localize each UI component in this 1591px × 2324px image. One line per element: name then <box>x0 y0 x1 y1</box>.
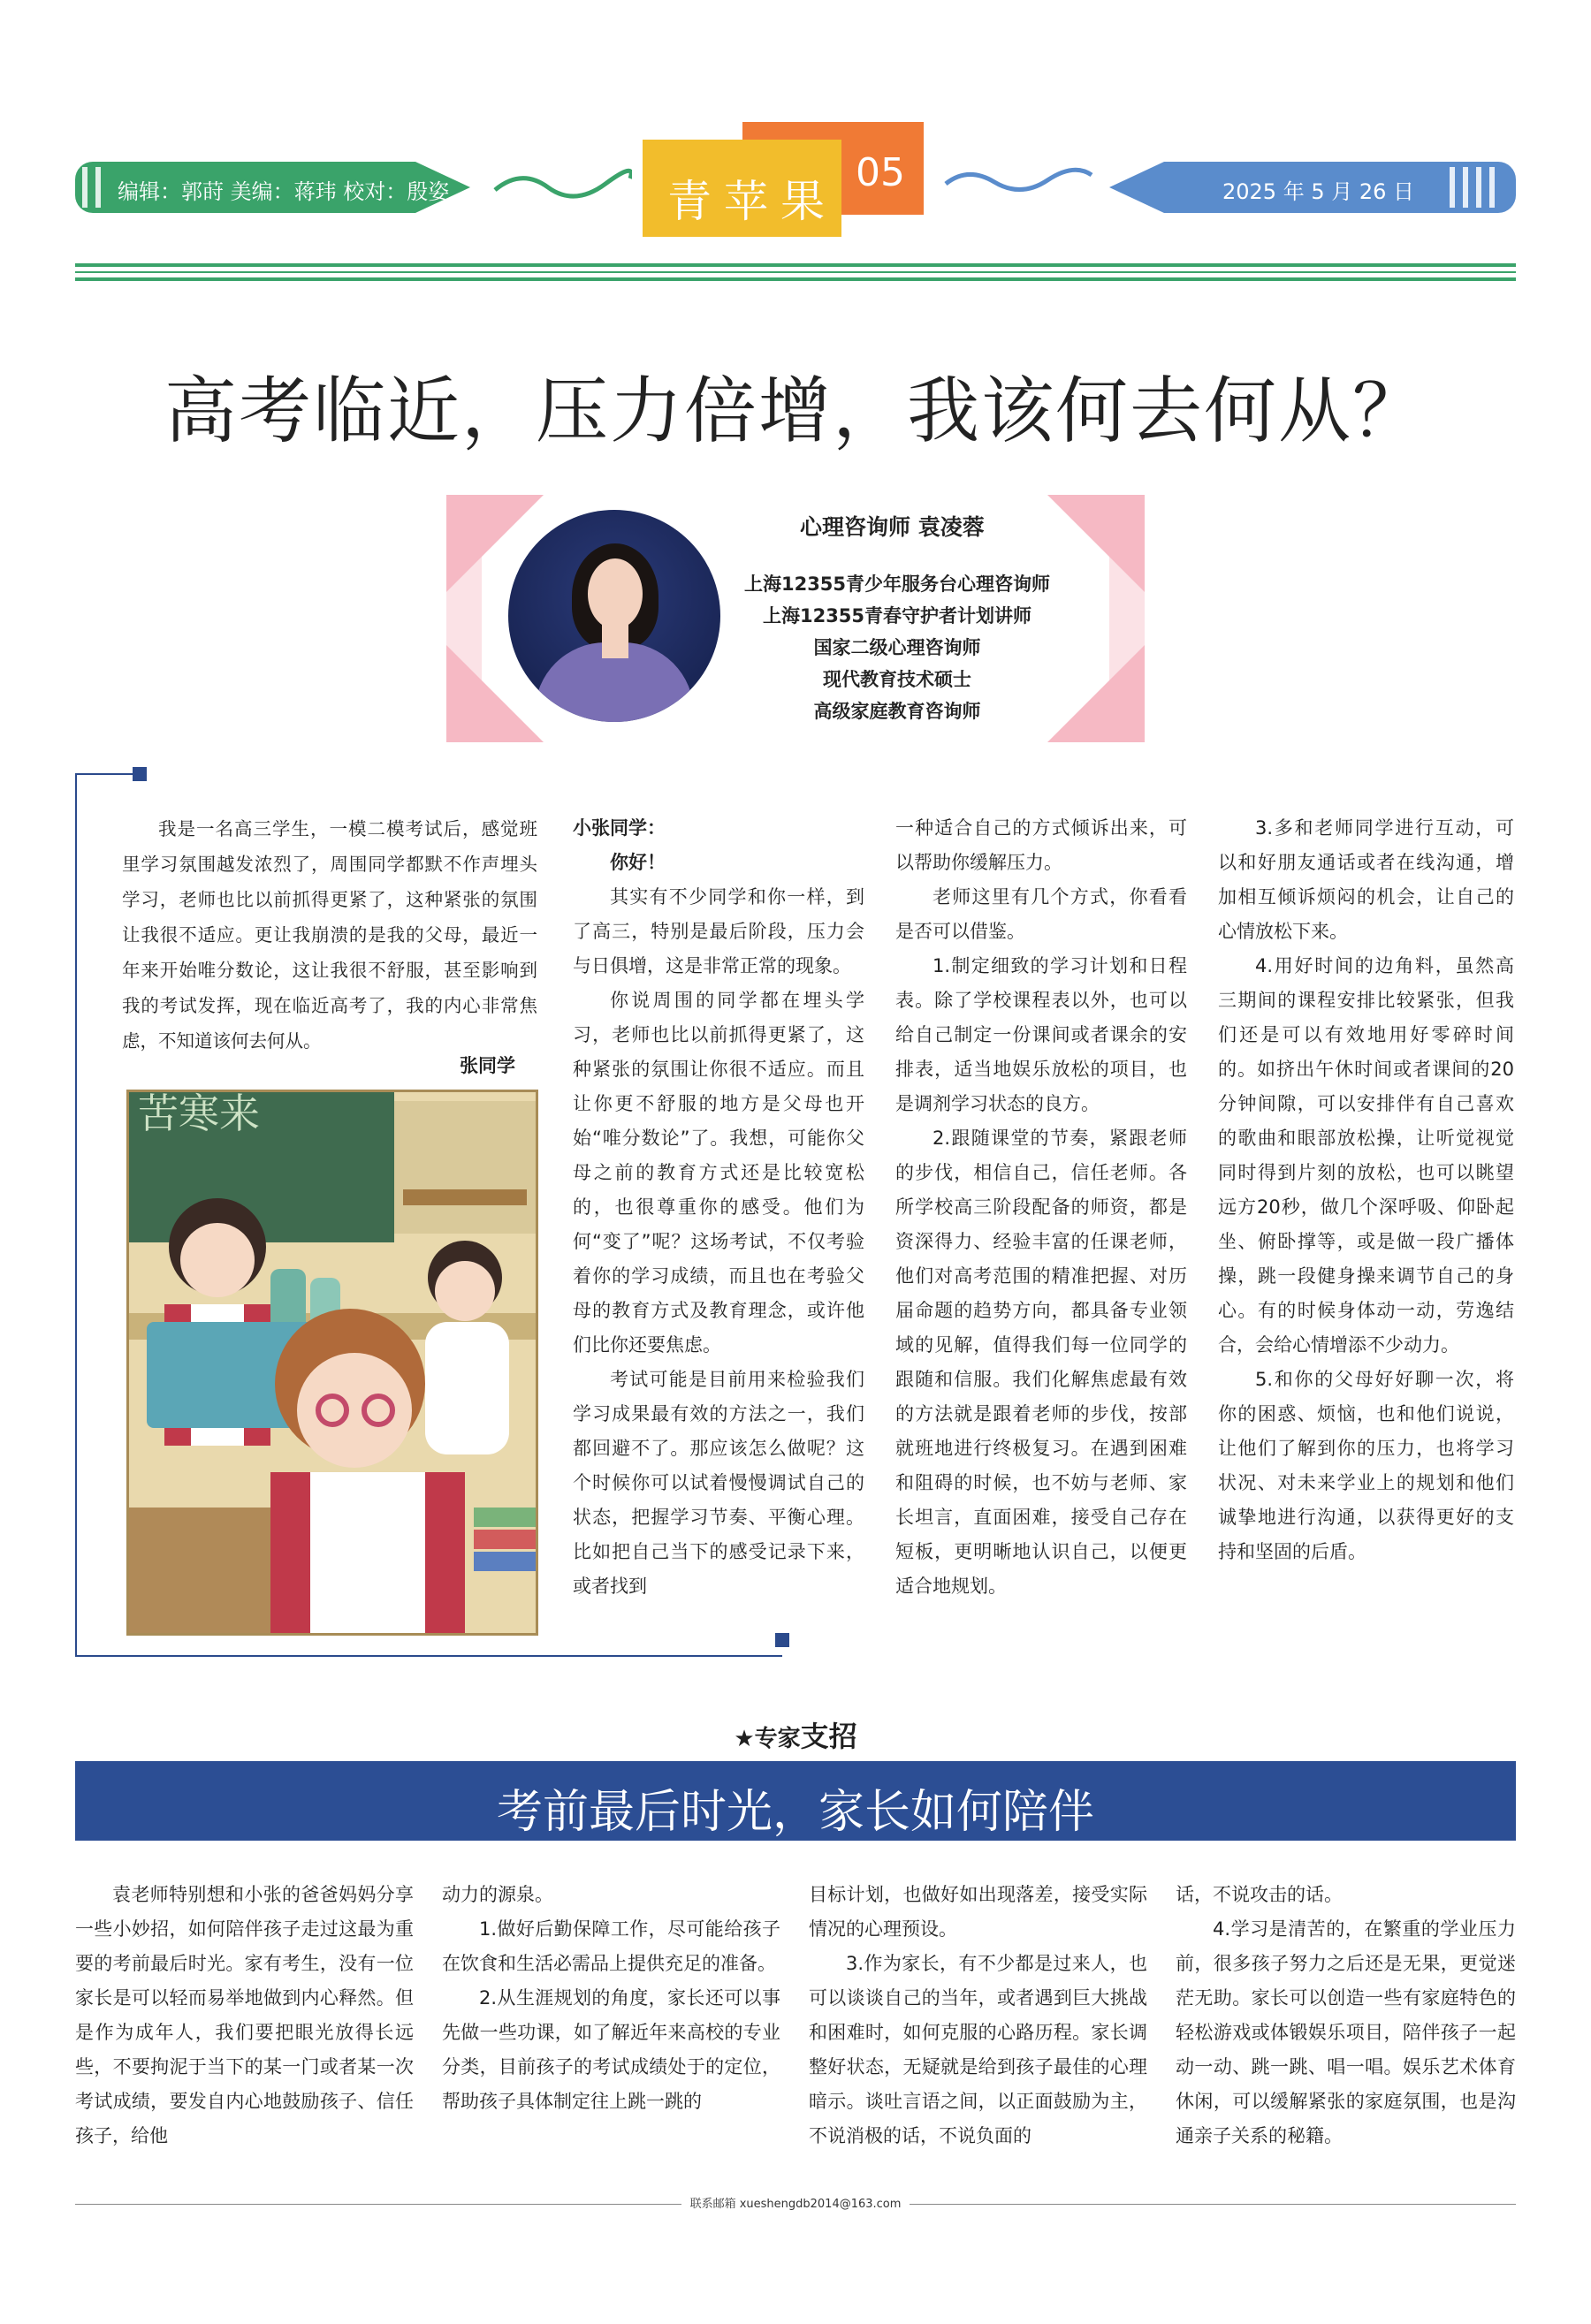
frame-line <box>75 773 141 775</box>
credits-pen-banner <box>75 162 470 213</box>
contact-email[interactable]: 联系邮箱 xueshengdb2014@163.com <box>681 2198 910 2211</box>
student-letter: 我是一名高三学生，一模二模考试后，感觉班里学习氛围越发浓烈了，周围同学都默不作声埋头学习，老师也比以前抓得更紧了，这种紧张的氛围让我很不适应。更让我崩溃的是我的父母，最近一年来开始唯分数论，这让我很不舒服，甚至影响到我的考试发挥，现在临近高考了，我的内心非常焦虑，不知道该何去何从。 <box>122 818 537 1052</box>
expert-column-4 <box>1176 1878 1516 2153</box>
section-name: 青苹果 <box>667 176 837 227</box>
expert-paragraph: 目标计划，也做好如出现落差，接受实际情况的心理预设。 <box>809 1884 1147 1940</box>
expert-paragraph: 1.做好后勤保障工作，尽可能给孩子在饮食和生活必需品上提供充足的准备。 <box>442 1918 780 1974</box>
reply-paragraph: 其实有不少同学和你一样，到了高三，特别是最后阶段，压力会与日俱增，这是非常正常的现象。 <box>573 886 864 976</box>
frame-marker <box>775 1633 789 1647</box>
frame-line <box>75 773 77 1657</box>
header-rule-thin <box>75 271 1516 273</box>
board-text: 苦寒来 <box>138 1092 260 1137</box>
expert-paragraph: 话，不说攻击的话。 <box>1176 1884 1343 1905</box>
reply-greeting: 你好！ <box>610 852 666 873</box>
reply-paragraph: 考试可能是目前用来检验我们学习成果最有效的方法之一，我们都回避不了。那应该怎么做呢？这个时候你可以试着慢慢调试自己的状态，把握学习节奏、平衡心理。比如把自己当下的感受记录下来，或者找到 <box>573 1369 864 1597</box>
expert-column-3 <box>809 1878 1147 2153</box>
reply-paragraph: 2.跟随课堂的节奏，紧跟老师的步伐，相信自己，信任老师。各所学校高三阶段配备的师资，都是资深得力、经验丰富的任课老师，他们对高考范围的精准把握、对历届命题的趋势方向，都具备专业领域的见解，值得我们每一位同学的跟随和信服。我们化解焦虑最有效的方法就是跟着老师的步伐，按部就班地进行终极复习。在遇到困难和阻碍的时候，也不妨与老师、家长坦言，直面困难，接受自己存在短板，更明晰地认识自己，以便更适合地规划。 <box>895 1128 1187 1597</box>
letter-signature: 张同学 <box>460 1055 515 1076</box>
reply-paragraph: 你说周围的同学都在埋头学习，老师也比以前抓得更紧了，这种紧张的氛围让你很不适应。而且让你更不舒服的地方是父母也开始“唯分数论”了。我想，可能你父母之前的教育方式还是比较宽松的，也很尊重你的感受。他们为何“变了”呢？这场考试，不仅考验着你的学习成绩，而且也在考验父母的教育方式及教育理念，或许他们比你还要焦虑。 <box>573 990 864 1356</box>
counselor-photo <box>508 510 720 722</box>
reply-paragraph: 5.和你的父母好好聊一次，将你的困惑、烦恼，也和他们说说，让他们了解到你的压力，也将学习状况、对未来学业上的规划和他们诚挚地进行沟通，以获得更好的支持和坚固的后盾。 <box>1218 1369 1514 1562</box>
frame-marker <box>133 767 147 781</box>
issue-number: 05 <box>856 150 905 195</box>
reply-paragraph: 4.用好时间的边角料，虽然高三期间的课程安排比较紧张，但我们还是可以有效地用好零碎时间的。如挤出午休时间或者课间的20分钟间隙，可以安排伴有自己喜欢的歌曲和眼部放松操，让听觉视觉同时得到片刻的放松，也可以眺望远方20秒，做几个深呼吸、仰卧起坐、俯卧撑等，或是做一段广播体操，跳一段健身操来调节自己的身心。有的时候身体动一动，劳逸结合，会给心情增添不少动力。 <box>1218 955 1514 1356</box>
expert-paragraph: 3.作为家长，有不少都是过来人，也可以谈谈自己的当年，或者遇到巨大挑战和困难时，如何克服的心路历程。家长调整好状态，无疑就是给到孩子最佳的心理暗示。谈吐言语之间，以正面鼓励为主，不说消极的话，不说负面的 <box>809 1953 1147 2146</box>
reply-column-1 <box>573 811 864 1604</box>
reply-greeting-name: 小张同学： <box>573 817 666 839</box>
reply-paragraph: 1.制定细致的学习计划和日程表。除了学校课程表以外，也可以给自己制定一份课间或者课余的安排表，适当地娱乐放松的项目，也是调剂学习状态的良方。 <box>895 955 1187 1114</box>
counselor-name: 心理咨询师 袁凌蓉 <box>800 514 985 540</box>
reply-column-2 <box>895 811 1187 1604</box>
expert-paragraph: 袁老师特别想和小张的爸爸妈妈分享一些小妙招，如何陪伴孩子走过这最为重要的考前最后时光。家有考生，没有一位家长是可以轻而易举地做到内心释然。但是作为成年人，我们要把眼光放得长远些，不要拘泥于当下的某一门或者某一次考试成绩，要发自内心地鼓励孩子、信任孩子，给他 <box>75 1884 414 2146</box>
credential-line: 国家二级心理咨询师 <box>813 637 981 658</box>
expert-tag-big: 支招 <box>800 1720 857 1753</box>
credential-line: 上海12355青春守护者计划讲师 <box>762 605 1032 627</box>
header-rule <box>75 277 1516 281</box>
frame-line <box>75 1655 782 1657</box>
credential-line: 高级家庭教育咨询师 <box>813 701 981 722</box>
reply-paragraph: 3.多和老师同学进行互动，可以和好朋友通话或者在线沟通，增加相互倾诉烦闷的机会，让自己的心情放松下来。 <box>1218 817 1514 942</box>
expert-column-1 <box>75 1878 414 2153</box>
date-pen-banner <box>1109 162 1516 213</box>
expert-column-2 <box>442 1878 780 2119</box>
reply-column-3 <box>1218 811 1514 1569</box>
expert-tag <box>0 1714 1591 1755</box>
credential-line: 上海12355青少年服务台心理咨询师 <box>743 573 1051 595</box>
issue-date: 2025 年 5 月 26 日 <box>1222 179 1415 204</box>
reply-paragraph: 老师这里有几个方式，你看看是否可以借鉴。 <box>895 886 1187 942</box>
expert-tag-small: ★专家 <box>734 1726 801 1752</box>
wave-left-decoration <box>491 168 632 203</box>
article-title: 高考临近，压力倍增，我该何去何从？ <box>164 369 1427 453</box>
credential-line: 现代教育技术硕士 <box>823 669 971 690</box>
expert-paragraph: 4.学习是清苦的，在繁重的学业压力前，很多孩子努力之后还是无果，更觉迷茫无助。家长可以创造一些有家庭特色的轻松游戏或体锻娱乐项目，陪伴孩子一起动一动、跳一跳、唱一唱。娱乐艺术体育休闲，可以缓解紧张的家庭氛围，也是沟通亲子关系的秘籍。 <box>1176 1918 1516 2146</box>
wave-right-decoration <box>941 166 1096 201</box>
expert-paragraph: 2.从生涯规划的角度，家长还可以事先做一些功课，如了解近年来高校的专业分类，目前孩子的考试成绩处于的定位，帮助孩子具体制定往上跳一跳的 <box>442 1987 780 2112</box>
expert-paragraph: 动力的源泉。 <box>442 1884 553 1905</box>
header-rule <box>75 263 1516 267</box>
credits: 编辑：郭莳 美编：蒋玮 校对：殷姿 <box>118 179 450 204</box>
section-banner-title: 考前最后时光，家长如何陪伴 <box>496 1786 1094 1839</box>
reply-paragraph: 一种适合自己的方式倾诉出来，可以帮助你缓解压力。 <box>895 817 1187 873</box>
classroom-illustration <box>126 1090 538 1636</box>
footer <box>0 2194 1591 2211</box>
